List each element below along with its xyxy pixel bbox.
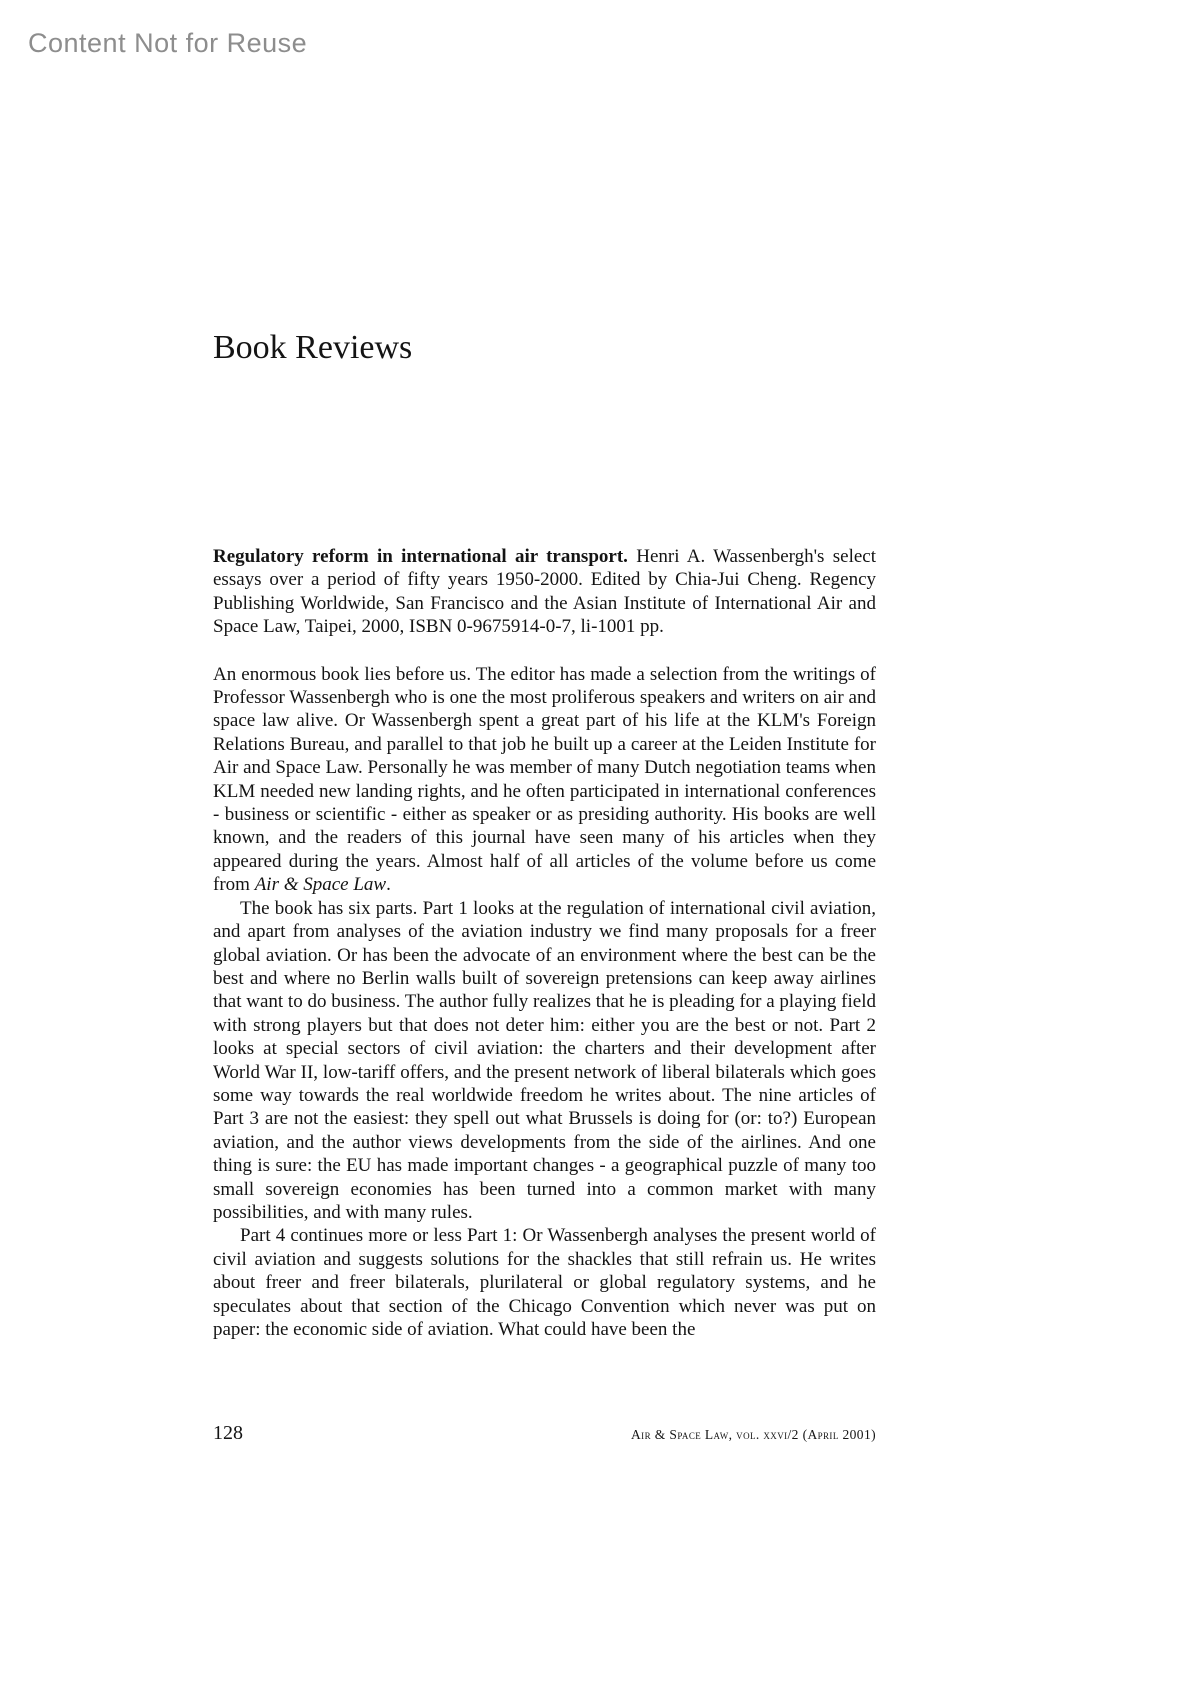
footer-journal-citation: Air & Space Law, vol. xxvi/2 (April 2001) [631,1427,876,1442]
review-paragraph-2: The book has six parts. Part 1 looks at the regulation of international civil aviation, and apart from analyses of the aviation industry we find many proposals for a freer global aviation. Or has been the advocate of an environment where the best can be the best and where no Berlin walls built of sovereign pretensions can keep away airlines that want to do business. The author fully realizes that he is pleading for a playing field with strong players but that does not deter him: either you are the best or not. Part 2 looks at special sectors of civil aviation: the charters and their development after World War II, low-tariff offers, and the present network of liberal bilaterals which goes some way towards the real worldwide freedom he writes about. The nine articles of Part 3 are not the easiest: they spell out what Brussels is doing for (or: to?) European aviation, and the author views developments from the side of the airlines. And one thing is sure: the EU has made important changes - a geographical puzzle of many too small sovereign economies has been turned into a common market with many possibilities, and with many rules. [213,897,876,1223]
book-citation-title: Regulatory reform in international air transport. [213,546,628,567]
review-paragraph-1 [213,663,876,897]
watermark-text: Content Not for Reuse [28,28,308,58]
review-paragraph-1-text: An enormous book lies before us. The editor has made a selection from the writings of Professor Wassenbergh who is one the most proliferous speakers and writers on air and space law alive. Or Wassenbergh spent a great part of his life at the KLM's Foreign Relations Bureau, and parallel to that job he built up a career at the Leiden Institute for Air and Space Law. Personally he was member of many Dutch negotiation teams when KLM needed new landing rights, and he often participated in international conferences - business or scientific - either as speaker or as presiding authority. His books are well known, and the readers of this journal have seen many of his articles when they appeared during the years. Almost half of all articles of the volume before us come from [213,663,876,896]
page-title: Book Reviews [213,328,413,366]
review-paragraph-1-period: . [386,874,391,896]
page-footer [213,1422,876,1445]
book-review-article [213,545,876,1341]
footer-page-number: 128 [213,1422,243,1444]
book-citation-paragraph [213,545,876,639]
review-paragraph-3: Part 4 continues more or less Part 1: Or Wassenbergh analyses the present world of civil aviation and suggests solutions for the shackles that still refrain us. He writes about freer and freer bilaterals, plurilateral or global regulatory systems, and he speculates about that section of the Chicago Convention which never was put on paper: the economic side of aviation. What could have been the [213,1225,876,1340]
book-citation-details: Henri A. Wassenbergh's select essays over a period of fifty years 1950-2000. Edited by Chia-Jui Cheng. Regency Publishing Worldwide, San Francisco and the Asian Institute of International Air and Space Law, Taipei, 2000, ISBN 0-9675914-0-7, li-1001 pp. [213,546,876,638]
journal-name-italic: Air & Space Law [254,874,387,896]
